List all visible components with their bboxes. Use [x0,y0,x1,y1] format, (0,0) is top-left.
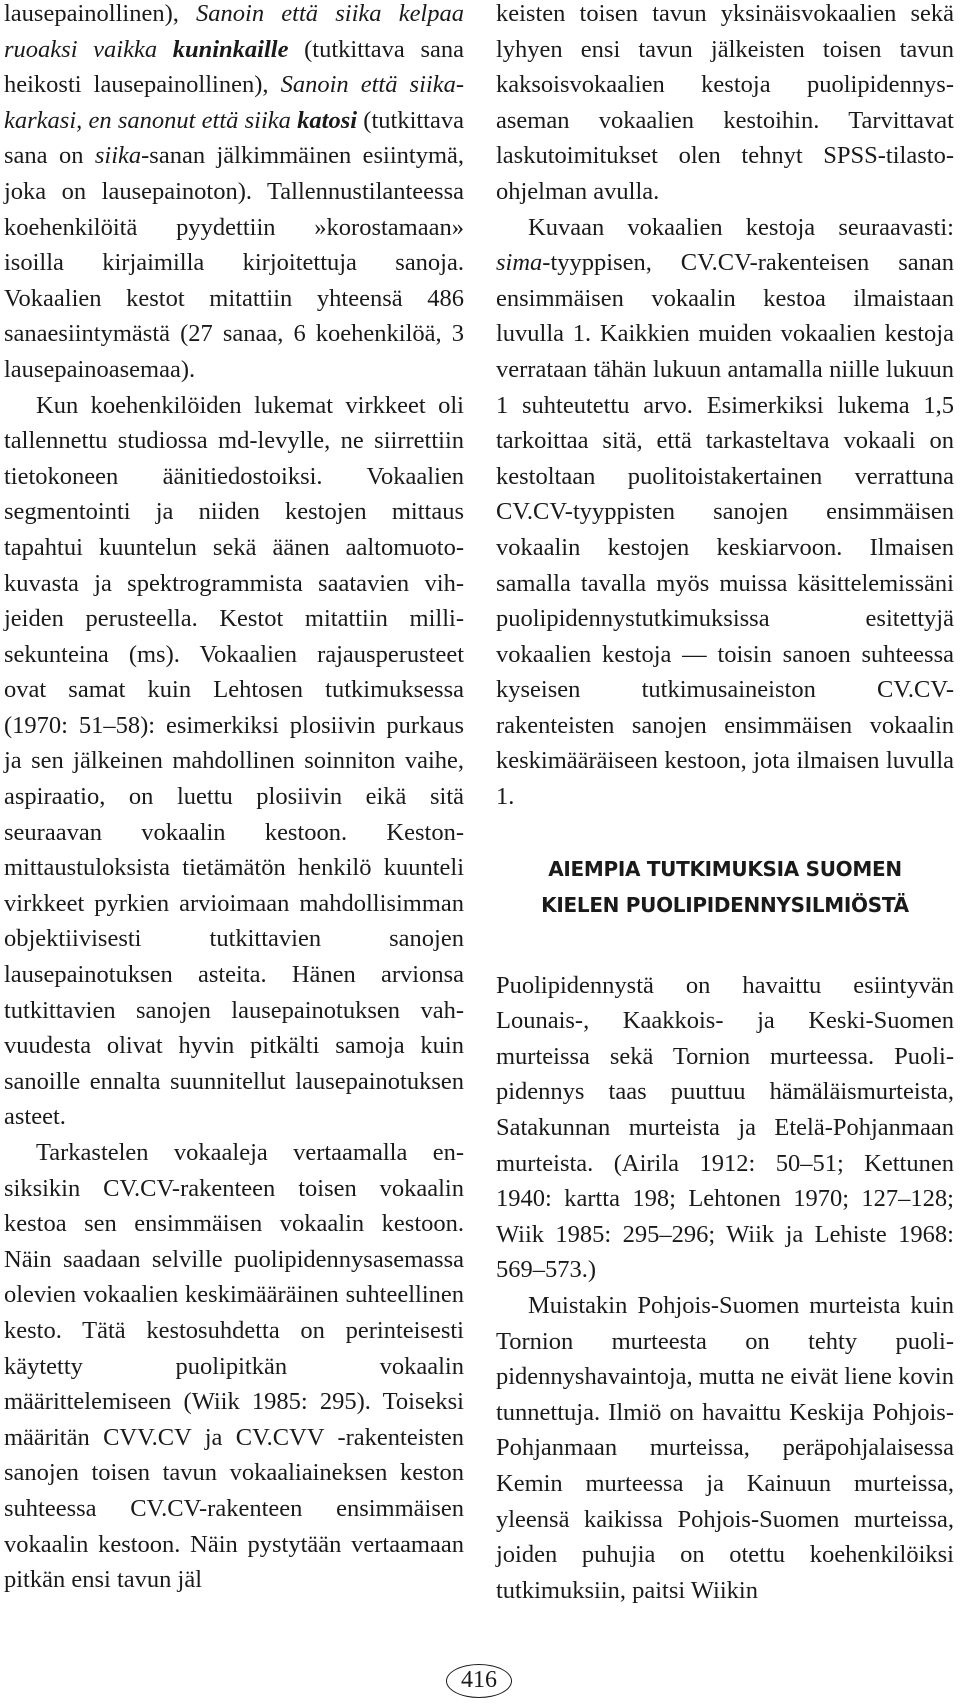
text-run: lausepainollinen), [4,0,197,27]
paragraph: Tarkastelen vokaaleja vertaamalla ensiksikin CV.CV-rakenteen toisen vokaalin kestoa sen ensimmäisen vokaalin kestoon. Näin saadaan selville puolipidennysasemassa olevien vokaalien keskimääräinen suhteellinen kesto. Tätä kestosuhdetta on perinteisesti käytetty puolipitkän vokaalin määrittelemiseen (Wiik 1985: 295). Toiseksi määritän CVV.CV ja CV.CVV -rakenteisten sanojen toisen tavun vokaaliaineksen keston suhteessa CV.CV-rakenteen ensimmäisen vokaalin kestoon. Näin pystytään vertaamaan pitkän ensi tavun jäl [4,1139,464,1594]
example-sentence: Sanoin että siikakarkasi, en sanonut että siika [4,71,464,134]
text-run: (tutkittava sana heikosti lausepainollinen), [4,35,464,99]
emphasized-word: katosi [297,106,358,134]
right-column [496,0,954,1608]
section-heading-line: AIEMPIA TUTKIMUKSIA SUOMEN [548,856,902,881]
page-number: 416 [446,1664,512,1698]
paragraph: Muistakin Pohjois-Suomen murteista kuin Tornion murteesta on tehty puolipidennyshavaintoja, mutta ne eivät liene kovin tunnettuja. Ilmiö on havaittu Keskija Pohjois-Pohjanmaan murteissa, peräpohjalaisessa Kemin murteessa ja Kainuun murteissa, yleensä kaikissa Pohjois-Suomen murteissa, joiden puhujia on otettu koehenkilöiksi tutkimuksiin, paitsi Wiikin [496,1292,954,1604]
text-run: Kuvaan vokaalien kestoja seuraavasti: [528,213,954,241]
example-word: sima [496,249,543,277]
left-column [4,0,464,1598]
paragraph [4,0,464,388]
example-word: siika [94,142,142,170]
text-run: -tyyppisen, CV.CV-rakenteisen sanan ensimmäisen vokaalin kestoa ilmaistaan luvulla 1. Kaikkien muiden vokaalien kestoja verrataan tähän lukuun antamalla niille lukuun 1 suhteutettu arvo. Esimerkiksi lukema 1,5 tarkoittaa sitä, että tarkasteltava vokaali on kestoltaan puolitoistakertainen verrattuna CV.CV-tyyppisten sanojen ensimmäisen vokaalin kestojen keskiarvoon. Ilmaisen samalla tavalla myös muissa käsittelemissäni puolipidennystutkimuksissa esitettyjä vokaalien kestoja — toisin sanoen suhteessa kyseisen tutkimusaineiston CV.CV-rakenteisten sanojen ensimmäisen vokaalin keskimääräiseen kestoon, jota ilmaisen luvulla 1. [496,249,954,811]
section-heading [496,851,954,923]
paragraph: Kun koehenkilöiden lukemat virkkeet oli tallennettu studiossa md-levylle, ne siirrettiin tietokoneen äänitiedostoiksi. Vokaalien segmentointi ja niiden kestojen mittaus tapahtui kuuntelun sekä äänen aaltomuotokuvasta ja spektrogrammista saatavien vihjeiden perusteella. Kestot mitattiin millisekunteina (ms). Vokaalien rajausperusteet ovat samat kuin Lehtosen tutkimuksessa (1970: 51–58): esimerkiksi plosiivin purkaus ja sen jälkeinen mahdollinen soinniton vaihe, aspiraatio, on luettu plosiivin eikä sitä seuraavan vokaalin kestoon. Kestonmittaustuloksista tietämätön henkilö kuunteli virkkeet pyrkien arvioimaan mahdollisimman objektiivisesti tutkittavien sanojen lausepainotuksen asteita. Hänen arvionsa tutkittavien sanojen lausepainotuksen vahvuudesta olivat hyvin pitkälti samoja kuin sanoille ennalta suunnitellut lausepainotuksen asteet. [4,391,464,1131]
text-run: -sanan jälkimmäinen esiintymä, joka on lausepainoton). Tallennustilanteessa koehenkilöitä pyydettiin »korostamaan» isoilla kirjaimilla kirjoitettuja sanoja. Vokaalien kestot mitattiin yhteensä 486 sanaesiintymästä (27 sanaa, 6 koehenkilöä, 3 lausepainoasemaa). [4,142,464,383]
emphasized-word: kuninkaille [172,35,289,63]
example-sentence: Sanoin että siika kelpaa ruoaksi vaikka [4,0,464,63]
text-run: (tutkittava sana on [4,106,464,170]
section-heading-line: KIELEN PUOLIPIDENNYSILMIÖSTÄ [541,892,909,917]
paragraph: keisten toisen tavun yksinäisvokaalien sekä lyhyen ensi tavun jälkeisten toisen tavun kaksoisvokaalien kestoja puolipidennysaseman vokaalien kestoihin. Tarvittavat laskutoimitukset olen tehnyt SPSS-tilastoohjelman avulla. [496,0,954,205]
paragraph [496,210,954,815]
paragraph: Puolipidennystä on havaittu esiintyvän Lounais-, Kaakkois- ja Keski-Suomen murteissa sekä Tornion murteessa. Puolipidennys taas puuttuu hämäläismurteista, Satakunnan murteista ja Etelä-Pohjanmaan murteista. (Airila 1912: 50–51; Kettunen 1940: kartta 198; Lehtonen 1970; 127–128; Wiik 1985: 295–296; Wiik ja Lehiste 1968: 569–573.) [496,971,954,1284]
